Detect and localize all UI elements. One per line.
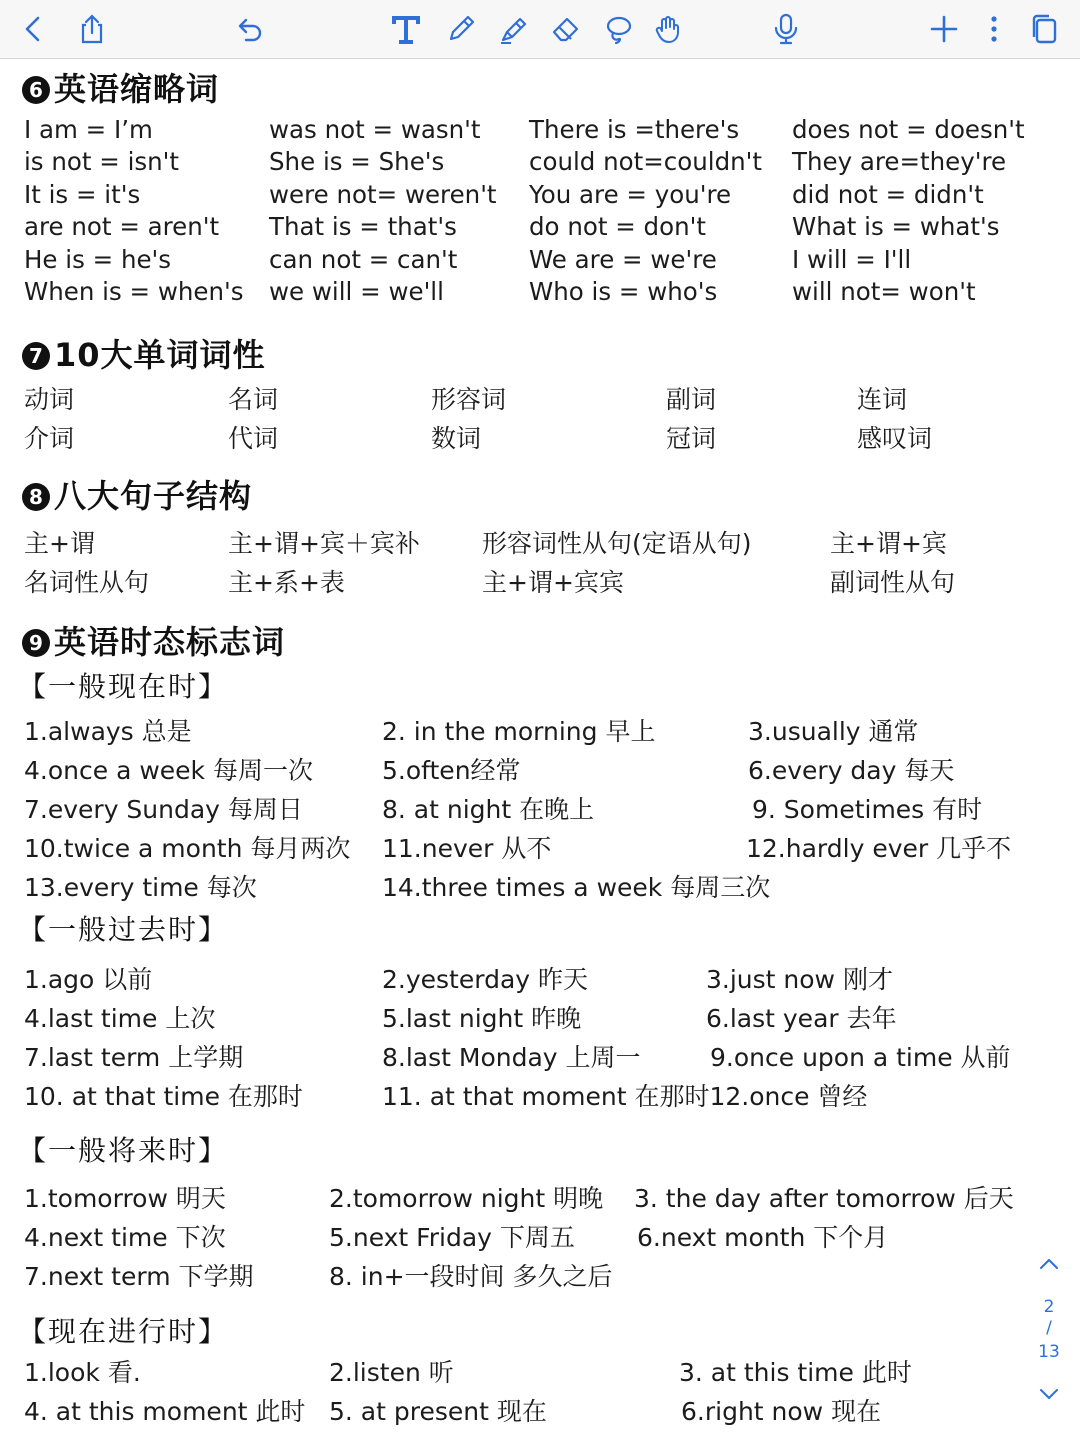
back-icon[interactable] (14, 9, 54, 49)
sentence-structure-item: 主+谓 (24, 529, 95, 558)
section-heading-7 (22, 330, 266, 376)
abbr-text: There is =there's (529, 115, 740, 144)
section-title: 10大单词词性 (54, 336, 266, 374)
signal-word-item: 10.twice a month 每月两次 (24, 834, 351, 863)
page-navigator (1028, 1250, 1070, 1410)
signal-word-item: 2.tomorrow night 明晚 (329, 1184, 604, 1213)
toolbar (0, 0, 1080, 59)
signal-word-item: 1.look 看. (24, 1358, 141, 1387)
section-heading-9 (22, 617, 285, 663)
sentence-structure-item: 主+谓+宾宾 (482, 568, 624, 597)
signal-word-item: 5.often经常 (382, 756, 521, 785)
section-title: 英语时态标志词 (54, 623, 286, 661)
abbr-text: It is = it's (24, 180, 141, 209)
signal-word-item: 12.hardly ever 几乎不 (746, 834, 1012, 863)
abbr-text: She is = She's (269, 147, 445, 176)
sentence-structure-item: 主+谓+宾＋宾补 (228, 529, 420, 558)
signal-word-item: 9.once upon a time 从前 (710, 1043, 1011, 1072)
abbr-text: What is = what's (792, 212, 1000, 241)
word-class-item: 数词 (431, 424, 482, 453)
word-class-item: 连词 (857, 385, 908, 414)
signal-word-item: 13.every time 每次 (24, 873, 257, 902)
page-separator: / (1046, 1318, 1052, 1338)
abbr-text: They are=they're (792, 147, 1007, 176)
add-icon[interactable] (924, 9, 964, 49)
abbr-text: were not= weren't (269, 180, 497, 209)
signal-word-item: 8.last Monday 上周一 (382, 1043, 641, 1072)
text-tool-icon[interactable] (386, 9, 426, 49)
signal-word-item: 2.yesterday 昨天 (382, 965, 589, 994)
more-icon[interactable] (974, 9, 1014, 49)
pen-icon[interactable] (441, 9, 481, 49)
signal-word-item: 4. at this moment 此时 (24, 1397, 306, 1426)
sentence-structure-item: 主+系+表 (228, 568, 345, 597)
microphone-icon[interactable] (766, 9, 806, 49)
abbr-text: You are = you're (529, 180, 732, 209)
signal-word-item: 4.once a week 每周一次 (24, 756, 313, 785)
abbr-text: That is = that's (269, 212, 457, 241)
signal-word-item: 4.next time 下次 (24, 1223, 226, 1252)
gesture-hand-icon[interactable] (648, 9, 688, 49)
signal-word-item: 3.usually 通常 (748, 717, 919, 746)
tense-label-future-simple: 【一般将来时】 (18, 1134, 229, 1167)
tense-label-past-simple: 【一般过去时】 (18, 913, 229, 946)
signal-word-item: 2. in the morning 早上 (382, 717, 656, 746)
signal-word-item: 6.last year 去年 (706, 1004, 897, 1033)
signal-word-item: 9. Sometimes 有时 (752, 795, 983, 824)
signal-word-item: 1.always 总是 (24, 717, 192, 746)
abbr-text: do not = don't (529, 212, 706, 241)
eraser-icon[interactable] (546, 9, 586, 49)
abbr-text: We are = we're (529, 245, 717, 274)
signal-word-item: 8. at night 在晚上 (382, 795, 595, 824)
signal-word-item: 7.every Sunday 每周日 (24, 795, 303, 824)
word-class-item: 动词 (24, 385, 75, 414)
section-number-badge: 8 (22, 483, 50, 511)
section-title: 八大句子结构 (54, 477, 253, 515)
next-page-icon[interactable] (1036, 1384, 1062, 1404)
abbr-text: I will = I'll (792, 245, 912, 274)
section-number-badge: 9 (22, 629, 50, 657)
abbr-text: we will = we'll (269, 277, 444, 306)
signal-word-item: 14.three times a week 每周三次 (382, 873, 771, 902)
section-number-badge: 6 (22, 76, 50, 104)
current-page-number: 2 (1043, 1297, 1055, 1317)
signal-word-item: 7.last term 上学期 (24, 1043, 244, 1072)
sentence-structure-item: 形容词性从句(定语从句) (482, 529, 752, 558)
signal-word-item: 10. at that time 在那时 (24, 1082, 303, 1111)
section-title: 英语缩略词 (54, 70, 220, 108)
signal-word-item: 1.tomorrow 明天 (24, 1184, 226, 1213)
signal-word-item: 6.right now 现在 (681, 1397, 882, 1426)
signal-word-item: 3.just now 刚才 (706, 965, 893, 994)
abbr-text: could not=couldn't (529, 147, 763, 176)
abbr-text: did not = didn't (792, 180, 984, 209)
signal-word-item: 3. at this time 此时 (679, 1358, 912, 1387)
total-page-count: 13 (1038, 1342, 1060, 1362)
signal-word-item: 3. the day after tomorrow 后天 (634, 1184, 1014, 1213)
word-class-item: 介词 (24, 424, 75, 453)
signal-word-item: 5.last night 昨晚 (382, 1004, 582, 1033)
word-class-item: 形容词 (431, 385, 507, 414)
abbr-text: will not= won't (792, 277, 976, 306)
signal-word-item: 8. in+一段时间 多久之后 (329, 1262, 613, 1291)
abbr-text: He is = he's (24, 245, 172, 274)
abbr-text: are not = aren't (24, 212, 220, 241)
document-page (0, 58, 1080, 1440)
signal-word-item: 6.every day 每天 (748, 756, 955, 785)
lasso-icon[interactable] (598, 9, 638, 49)
tense-label-present-simple: 【一般现在时】 (18, 670, 229, 703)
word-class-item: 名词 (228, 385, 279, 414)
signal-word-item: 11. at that moment 在那时12.once 曾经 (382, 1082, 868, 1111)
undo-icon[interactable] (229, 9, 269, 49)
word-class-item: 副词 (666, 385, 717, 414)
word-class-item: 感叹词 (857, 424, 933, 453)
section-number-badge: 7 (22, 342, 50, 370)
signal-word-item: 5. at present 现在 (329, 1397, 547, 1426)
previous-page-icon[interactable] (1036, 1254, 1062, 1274)
word-class-item: 代词 (228, 424, 279, 453)
signal-word-item: 2.listen 听 (329, 1358, 454, 1387)
sentence-structure-item: 名词性从句 (24, 568, 150, 597)
highlighter-icon[interactable] (494, 9, 534, 49)
abbr-text: When is = when's (24, 277, 244, 306)
pages-icon[interactable] (1024, 9, 1064, 49)
word-class-item: 冠词 (666, 424, 717, 453)
signal-word-item: 5.next Friday 下周五 (329, 1223, 575, 1252)
section-heading-8 (22, 471, 252, 517)
sentence-structure-item: 副词性从句 (830, 568, 956, 597)
abbr-text: does not = doesn't (792, 115, 1025, 144)
abbr-text: was not = wasn't (269, 115, 481, 144)
signal-word-item: 11.never 从不 (382, 834, 552, 863)
signal-word-item: 4.last time 上次 (24, 1004, 216, 1033)
signal-word-item: 1.ago 以前 (24, 965, 153, 994)
tense-label-present-progressive: 【现在进行时】 (18, 1315, 229, 1348)
abbr-text: is not = isn't (24, 147, 180, 176)
sentence-structure-item: 主+谓+宾 (830, 529, 947, 558)
abbr-text: Who is = who's (529, 277, 718, 306)
signal-word-item: 6.next month 下个月 (637, 1223, 889, 1252)
signal-word-item: 7.next term 下学期 (24, 1262, 254, 1291)
abbr-text: I am = I’m (24, 115, 153, 144)
section-heading-6 (22, 64, 219, 110)
abbr-text: can not = can't (269, 245, 458, 274)
share-icon[interactable] (72, 9, 112, 49)
